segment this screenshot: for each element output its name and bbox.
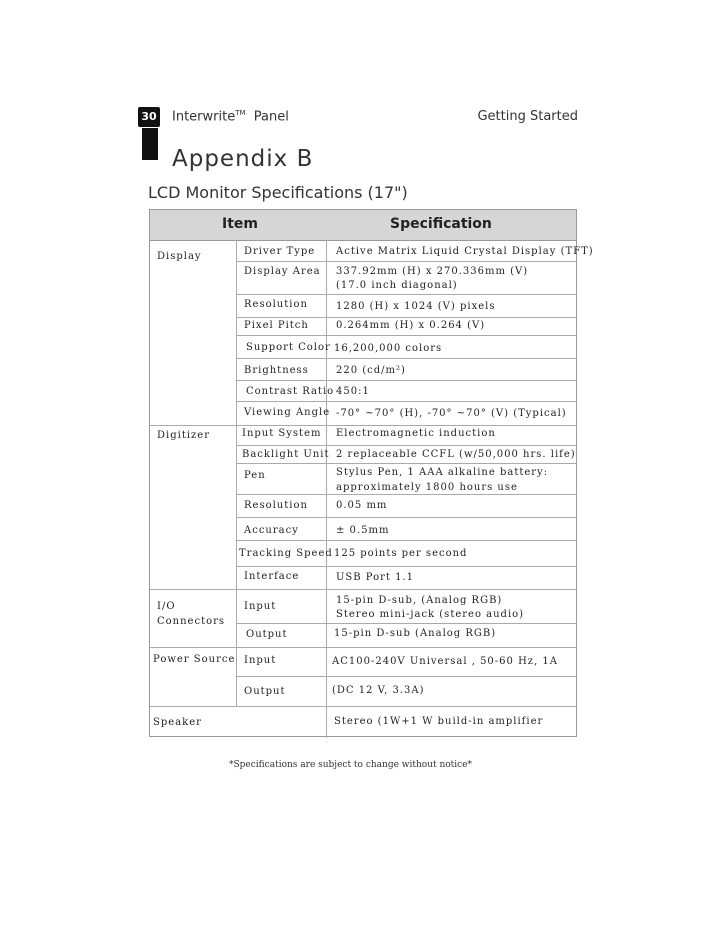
footnote: *Specifications are subject to change without notice* <box>229 760 473 770</box>
header-specification: Specification <box>390 216 492 232</box>
item-input-system: Input System <box>242 428 322 439</box>
table-subtitle: LCD Monitor Specifications (17") <box>148 183 408 202</box>
item-contrast-ratio: Contrast Ratio <box>246 386 335 397</box>
spec-digitizer-resolution: 0.05 mm <box>336 500 388 511</box>
item-driver-type: Driver Type <box>244 246 316 257</box>
header-product-title: Interwrite <box>172 109 236 125</box>
item-io-input: Input <box>244 601 277 612</box>
header-product-name <box>172 109 289 124</box>
table-header <box>150 210 576 241</box>
spec-io-input: 15-pin D-sub, (Analog RGB) <box>336 595 503 606</box>
section-speaker: Speaker <box>153 717 202 728</box>
spec-brightness: 220 (cd/m²) <box>336 365 406 376</box>
header-product-suffix: Panel <box>253 109 289 125</box>
row-divider <box>236 540 577 541</box>
spec-resolution: 1280 (H) x 1024 (V) pixels <box>336 301 496 312</box>
section-io-connectors: I/O Connectors <box>157 601 226 627</box>
trademark-mark: TM <box>235 109 246 117</box>
spec-io-input-line2: Stereo mini-jack (stereo audio) <box>336 609 525 620</box>
row-divider <box>236 335 577 336</box>
spec-power-output: (DC 12 V, 3.3A) <box>332 685 425 696</box>
item-viewing-angle: Viewing Angle <box>244 407 331 418</box>
spec-viewing-angle: -70° ~70° (H), -70° ~70° (V) (Typical) <box>336 408 567 419</box>
row-divider <box>236 401 577 402</box>
section-digitizer: Digitizer <box>157 430 210 441</box>
row-divider <box>236 623 577 624</box>
row-divider <box>236 445 577 446</box>
row-divider <box>236 566 577 567</box>
item-pen: Pen <box>244 470 266 481</box>
spec-speaker: Stereo (1W+1 W build-in amplifier <box>334 716 544 727</box>
row-divider <box>236 380 577 381</box>
item-backlight-unit: Backlight Unit <box>242 449 330 460</box>
row-divider <box>236 517 577 518</box>
spec-tracking-speed: 125 points per second <box>334 548 468 559</box>
row-divider <box>236 676 577 677</box>
section-divider <box>150 706 577 707</box>
spec-io-output: 15-pin D-sub (Analog RGB) <box>334 628 497 639</box>
section-display: Display <box>157 251 202 262</box>
item-display-area: Display Area <box>244 266 321 277</box>
column-divider-item <box>326 240 327 738</box>
item-power-output: Output <box>244 686 286 697</box>
spec-pen: Stylus Pen, 1 AAA alkaline battery: <box>336 467 549 478</box>
item-interface: Interface <box>244 571 300 582</box>
section-power-source: Power Source <box>153 654 236 665</box>
spec-backlight-unit: 2 replaceable CCFL (w/50,000 hrs. life) <box>336 449 576 460</box>
row-divider <box>236 358 577 359</box>
spec-pixel-pitch: 0.264mm (H) x 0.264 (V) <box>336 320 486 331</box>
spec-driver-type: Active Matrix Liquid Crystal Display (TFT) <box>336 246 594 257</box>
column-divider-section <box>236 240 237 706</box>
spec-interface: USB Port 1.1 <box>336 572 415 583</box>
item-tracking-speed: Tracking Speed <box>239 548 333 559</box>
item-resolution: Resolution <box>244 299 308 310</box>
item-brightness: Brightness <box>244 365 309 376</box>
row-divider <box>236 294 577 295</box>
spec-contrast-ratio: 450:1 <box>336 386 370 397</box>
item-io-output: Output <box>246 629 288 640</box>
item-digitizer-resolution: Resolution <box>244 500 308 511</box>
spec-pen-line2: approximately 1800 hours use <box>336 482 518 493</box>
spec-power-input: AC100-240V Universal , 50-60 Hz, 1A <box>332 656 559 667</box>
section-divider <box>150 647 577 648</box>
item-accuracy: Accuracy <box>244 525 299 536</box>
spec-display-area: 337.92mm (H) x 270.336mm (V) <box>336 266 529 277</box>
item-pixel-pitch: Pixel Pitch <box>244 320 309 331</box>
item-support-color: Support Color <box>246 342 331 353</box>
page-number-badge: 30 <box>138 107 160 127</box>
spec-support-color: 16,200,000 colors <box>334 343 443 354</box>
row-divider <box>236 463 577 464</box>
header-section-name: Getting Started <box>477 109 578 124</box>
chapter-marker <box>142 128 158 160</box>
spec-accuracy: ± 0.5mm <box>336 525 390 536</box>
spec-input-system: Electromagnetic induction <box>336 428 496 439</box>
appendix-title: Appendix B <box>172 146 314 172</box>
spec-display-area-line2: (17.0 inch diagonal) <box>336 280 458 291</box>
header-item: Item <box>222 216 258 232</box>
spec-table <box>149 209 594 737</box>
row-divider <box>236 261 577 262</box>
section-divider <box>150 589 577 590</box>
item-power-input: Input <box>244 655 277 666</box>
